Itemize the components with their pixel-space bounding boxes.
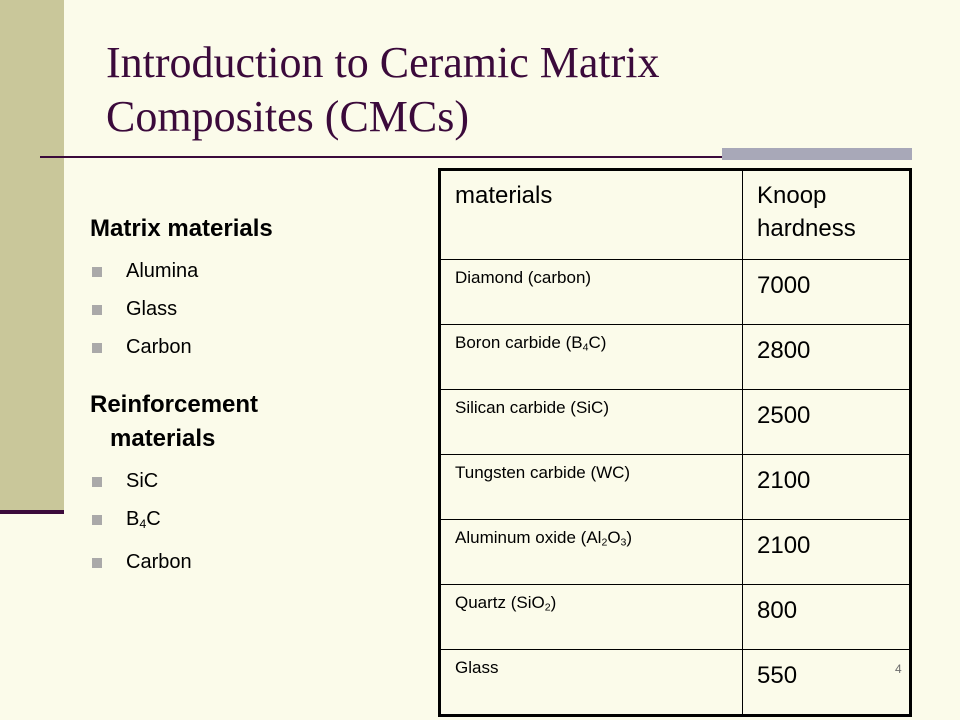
material-cell	[440, 260, 743, 325]
material-text: Aluminum oxide (Al	[455, 528, 602, 547]
hardness-cell: 550	[743, 650, 911, 716]
column-header-hardness	[743, 170, 911, 260]
material-subscript: 2	[544, 601, 551, 614]
table-row	[440, 260, 911, 325]
title-divider	[40, 156, 725, 158]
list-item-label: Glass	[126, 298, 178, 320]
list-item-label: Carbon	[126, 336, 192, 358]
column-header-materials: materials	[440, 170, 743, 260]
square-bullet-icon	[92, 558, 102, 568]
list-item	[90, 543, 420, 581]
material-cell	[440, 585, 743, 650]
hardness-cell: 2100	[743, 520, 911, 585]
material-cell	[440, 650, 743, 716]
material-subscript: 3	[620, 536, 627, 549]
reinforcement-heading	[90, 388, 420, 456]
reinforcement-heading-line2: materials	[110, 425, 216, 452]
list-item	[90, 328, 420, 366]
list-item	[90, 290, 420, 328]
table-row	[440, 455, 911, 520]
matrix-list	[90, 252, 420, 366]
page-number: 4	[895, 662, 902, 676]
material-subscript: 4	[582, 341, 589, 354]
slide-title	[106, 36, 926, 144]
slide-title-line1: Introduction to Ceramic Matrix	[106, 38, 660, 87]
table-row	[440, 325, 911, 390]
table-row	[440, 585, 911, 650]
table-row	[440, 650, 911, 716]
hardness-table	[438, 168, 912, 717]
material-text-suffix: )	[626, 528, 633, 547]
material-text: Diamond (carbon)	[455, 268, 592, 287]
column-header-hardness-line1: Knoop	[757, 182, 827, 209]
material-cell	[440, 520, 743, 585]
hardness-cell: 7000	[743, 260, 911, 325]
material-text: Boron carbide (B	[455, 333, 583, 352]
material-text: Glass	[455, 658, 499, 677]
reinforcement-list	[90, 462, 420, 581]
slide-title-line2: Composites (CMCs)	[106, 92, 470, 141]
material-subscript: 2	[601, 536, 608, 549]
left-band-underline	[0, 510, 64, 514]
hardness-cell: 2800	[743, 325, 911, 390]
material-text-middle: O	[607, 528, 621, 547]
list-item-label-suffix: C	[146, 508, 161, 530]
list-item	[90, 252, 420, 290]
hardness-cell: 2500	[743, 390, 911, 455]
reinforcement-heading-line1: Reinforcement	[90, 391, 259, 418]
material-cell	[440, 455, 743, 520]
material-text-suffix: )	[550, 593, 557, 612]
list-item-label: Alumina	[126, 260, 199, 282]
matrix-heading: Matrix materials	[90, 215, 273, 242]
accent-bar	[722, 148, 912, 160]
material-lists	[90, 212, 420, 581]
list-item	[90, 500, 420, 543]
left-decorative-band	[0, 0, 64, 512]
table-row	[440, 390, 911, 455]
material-cell	[440, 325, 743, 390]
list-item-subscript: 4	[139, 517, 147, 532]
square-bullet-icon	[92, 305, 102, 315]
square-bullet-icon	[92, 267, 102, 277]
hardness-cell: 800	[743, 585, 911, 650]
column-header-hardness-line2: hardness	[757, 215, 856, 242]
list-item	[90, 462, 420, 500]
list-item-label: SiC	[126, 470, 159, 492]
material-text: Silican carbide (SiC)	[455, 398, 609, 417]
square-bullet-icon	[92, 515, 102, 525]
list-item-label: B	[126, 508, 140, 530]
list-item-label: Carbon	[126, 551, 192, 574]
material-text: Quartz (SiO	[455, 593, 545, 612]
hardness-cell: 2100	[743, 455, 911, 520]
material-text: Tungsten carbide (WC)	[455, 463, 631, 482]
square-bullet-icon	[92, 477, 102, 487]
square-bullet-icon	[92, 343, 102, 353]
material-text-suffix: C)	[588, 333, 607, 352]
material-cell	[440, 390, 743, 455]
table-row	[440, 520, 911, 585]
table-header-row	[440, 170, 911, 260]
